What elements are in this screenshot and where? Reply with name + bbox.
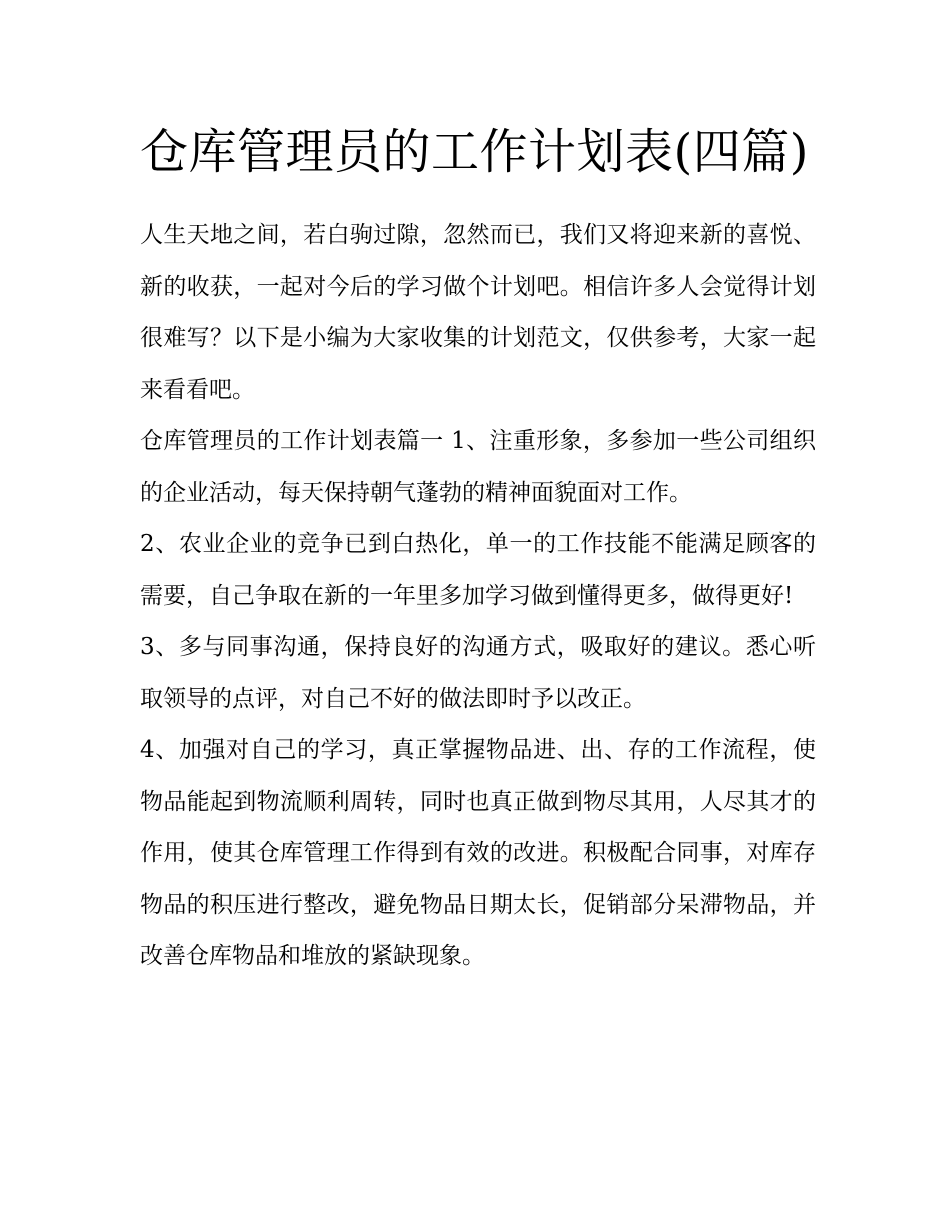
intro-paragraph: 人生天地之间，若白驹过隙，忽然而已，我们又将迎来新的喜悦、新的收获，一起对今后的学习做个计划吧。相信许多人会觉得计划很难写？以下是小编为大家收集的计划范文，仅供参考，大家一起来看看吧。 [140, 222, 816, 403]
paragraph-item-1: 仓库管理员的工作计划表篇一 1、注重形象，多参加一些公司组织的企业活动，每天保持朝气蓬勃的精神面貌面对工作。 [140, 428, 816, 506]
document-page [140, 112, 816, 983]
paragraph-item-3: 3、多与同事沟通，保持良好的沟通方式，吸取好的建议。悉心听取领导的点评，对自己不好的做法即时予以改正。 [140, 634, 816, 712]
paragraph-item-2: 2、农业企业的竞争已到白热化，单一的工作技能不能满足顾客的需要，自己争取在新的一年里多加学习做到懂得更多，做得更好! [140, 531, 816, 609]
paragraph-item-4: 4、加强对自己的学习，真正掌握物品进、出、存的工作流程，使物品能起到物流顺利周转，同时也真正做到物尽其用，人尽其才的作用，使其仓库管理工作得到有效的改进。积极配合同事，对库存物品的积压进行整改，避免物品日期太长，促销部分呆滞物品，并改善仓库物品和堆放的紧缺现象。 [140, 737, 816, 969]
document-title: 仓库管理员的工作计划表(四篇) [140, 124, 809, 180]
